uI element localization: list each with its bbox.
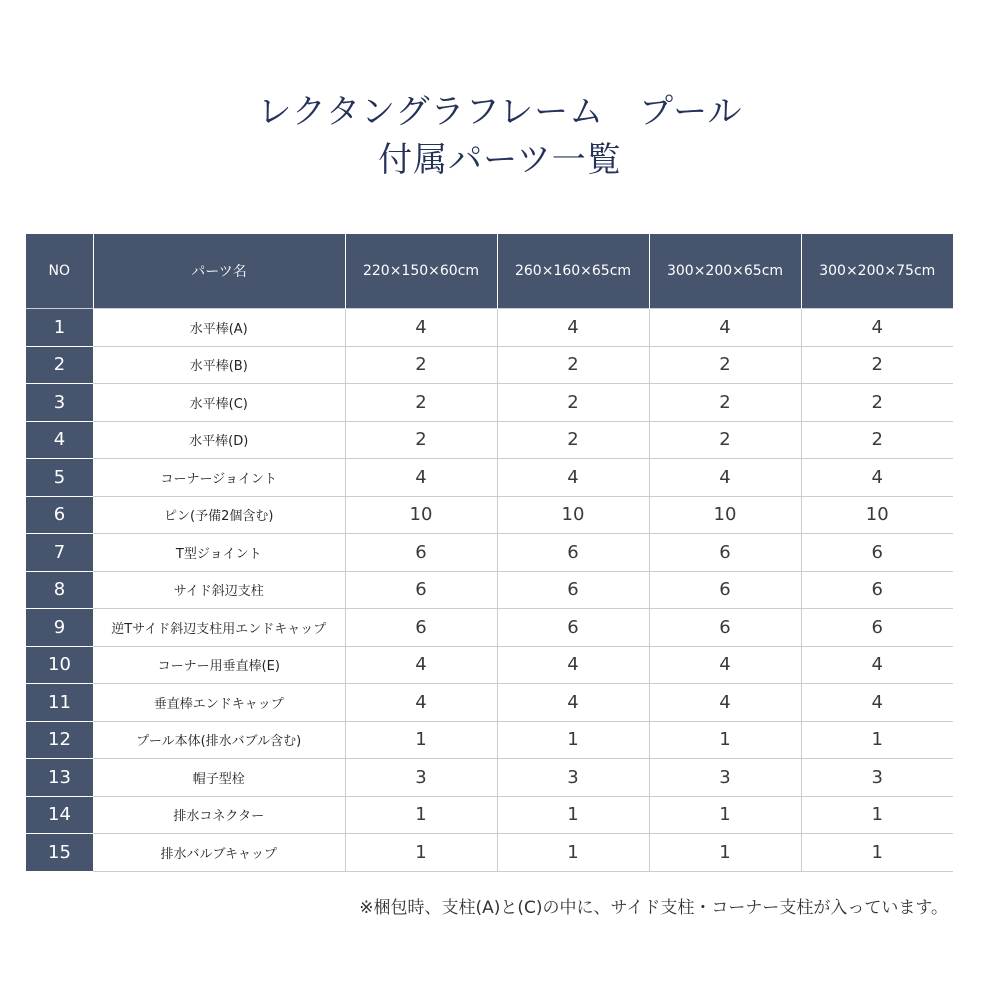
table-header-row <box>26 234 953 309</box>
quantity-cell: 4 <box>649 646 801 684</box>
quantity-cell: 4 <box>345 684 497 722</box>
part-name: 水平棒(D) <box>93 421 345 459</box>
part-name: ピン(予備2個含む) <box>93 496 345 534</box>
quantity-cell: 4 <box>801 684 953 722</box>
part-name: 水平棒(B) <box>93 346 345 384</box>
part-name: 排水バルブキャップ <box>93 834 345 872</box>
quantity-cell: 6 <box>345 534 497 572</box>
quantity-cell: 4 <box>345 309 497 347</box>
quantity-cell: 4 <box>497 459 649 497</box>
table-row <box>26 646 953 684</box>
quantity-cell: 2 <box>345 346 497 384</box>
row-number: 10 <box>26 646 93 684</box>
title-line-2: 付属パーツ一覧 <box>378 140 622 180</box>
quantity-cell: 6 <box>649 609 801 647</box>
quantity-cell: 6 <box>345 571 497 609</box>
quantity-cell: 3 <box>345 759 497 797</box>
table-row <box>26 384 953 422</box>
quantity-cell: 4 <box>345 646 497 684</box>
part-name: プール本体(排水バブル含む) <box>93 721 345 759</box>
row-number: 12 <box>26 721 93 759</box>
quantity-cell: 2 <box>345 421 497 459</box>
header-size-300-65: 300×200×65cm <box>649 234 801 309</box>
quantity-cell: 10 <box>345 496 497 534</box>
quantity-cell: 6 <box>345 609 497 647</box>
quantity-cell: 6 <box>649 534 801 572</box>
quantity-cell: 6 <box>801 609 953 647</box>
footnote: ※梱包時、支柱(A)と(C)の中に、サイド支柱・コーナー支柱が入っています。 <box>359 898 948 918</box>
row-number: 8 <box>26 571 93 609</box>
quantity-cell: 2 <box>801 384 953 422</box>
quantity-cell: 2 <box>497 384 649 422</box>
quantity-cell: 4 <box>497 646 649 684</box>
quantity-cell: 1 <box>497 721 649 759</box>
row-number: 15 <box>26 834 93 872</box>
quantity-cell: 2 <box>649 346 801 384</box>
table-row <box>26 721 953 759</box>
quantity-cell: 1 <box>345 796 497 834</box>
quantity-cell: 10 <box>801 496 953 534</box>
quantity-cell: 4 <box>801 646 953 684</box>
quantity-cell: 1 <box>345 721 497 759</box>
quantity-cell: 1 <box>649 796 801 834</box>
title-line-1: レクタングラフレーム プール <box>257 92 743 132</box>
quantity-cell: 1 <box>345 834 497 872</box>
part-name: 垂直棒エンドキャップ <box>93 684 345 722</box>
table-row <box>26 309 953 347</box>
row-number: 11 <box>26 684 93 722</box>
row-number: 9 <box>26 609 93 647</box>
quantity-cell: 2 <box>497 346 649 384</box>
header-part-name: パーツ名 <box>93 234 345 309</box>
quantity-cell: 3 <box>497 759 649 797</box>
part-name: T型ジョイント <box>93 534 345 572</box>
row-number: 13 <box>26 759 93 797</box>
row-number: 7 <box>26 534 93 572</box>
quantity-cell: 10 <box>497 496 649 534</box>
quantity-cell: 6 <box>497 571 649 609</box>
quantity-cell: 2 <box>649 421 801 459</box>
quantity-cell: 4 <box>801 309 953 347</box>
quantity-cell: 6 <box>801 534 953 572</box>
quantity-cell: 4 <box>497 309 649 347</box>
quantity-cell: 3 <box>649 759 801 797</box>
part-name: 帽子型栓 <box>93 759 345 797</box>
part-name: 水平棒(A) <box>93 309 345 347</box>
quantity-cell: 10 <box>649 496 801 534</box>
quantity-cell: 6 <box>649 571 801 609</box>
table-row <box>26 421 953 459</box>
row-number: 14 <box>26 796 93 834</box>
part-name: コーナー用垂直棒(E) <box>93 646 345 684</box>
quantity-cell: 4 <box>497 684 649 722</box>
quantity-cell: 2 <box>801 346 953 384</box>
quantity-cell: 4 <box>649 459 801 497</box>
quantity-cell: 6 <box>497 609 649 647</box>
row-number: 5 <box>26 459 93 497</box>
quantity-cell: 2 <box>801 421 953 459</box>
parts-table <box>26 234 953 872</box>
quantity-cell: 3 <box>801 759 953 797</box>
table-row <box>26 609 953 647</box>
part-name: 排水コネクター <box>93 796 345 834</box>
row-number: 2 <box>26 346 93 384</box>
quantity-cell: 2 <box>649 384 801 422</box>
table-row <box>26 534 953 572</box>
page-title <box>0 88 1000 184</box>
quantity-cell: 4 <box>649 684 801 722</box>
table-row <box>26 759 953 797</box>
quantity-cell: 2 <box>497 421 649 459</box>
row-number: 1 <box>26 309 93 347</box>
table-row <box>26 796 953 834</box>
part-name: サイド斜辺支柱 <box>93 571 345 609</box>
quantity-cell: 4 <box>649 309 801 347</box>
quantity-cell: 6 <box>801 571 953 609</box>
part-name: 水平棒(C) <box>93 384 345 422</box>
row-number: 4 <box>26 421 93 459</box>
table-row <box>26 684 953 722</box>
row-number: 6 <box>26 496 93 534</box>
part-name: 逆Tサイド斜辺支柱用エンドキャップ <box>93 609 345 647</box>
header-no: NO <box>26 234 93 309</box>
part-name: コーナージョイント <box>93 459 345 497</box>
quantity-cell: 1 <box>649 721 801 759</box>
row-number: 3 <box>26 384 93 422</box>
header-size-300-75: 300×200×75cm <box>801 234 953 309</box>
header-size-260: 260×160×65cm <box>497 234 649 309</box>
table-row <box>26 459 953 497</box>
quantity-cell: 1 <box>801 796 953 834</box>
quantity-cell: 1 <box>801 721 953 759</box>
quantity-cell: 1 <box>497 796 649 834</box>
header-size-220: 220×150×60cm <box>345 234 497 309</box>
table-row <box>26 346 953 384</box>
table-row <box>26 571 953 609</box>
quantity-cell: 4 <box>801 459 953 497</box>
table-row <box>26 496 953 534</box>
quantity-cell: 1 <box>801 834 953 872</box>
quantity-cell: 6 <box>497 534 649 572</box>
quantity-cell: 1 <box>497 834 649 872</box>
quantity-cell: 4 <box>345 459 497 497</box>
quantity-cell: 2 <box>345 384 497 422</box>
table-row <box>26 834 953 872</box>
quantity-cell: 1 <box>649 834 801 872</box>
